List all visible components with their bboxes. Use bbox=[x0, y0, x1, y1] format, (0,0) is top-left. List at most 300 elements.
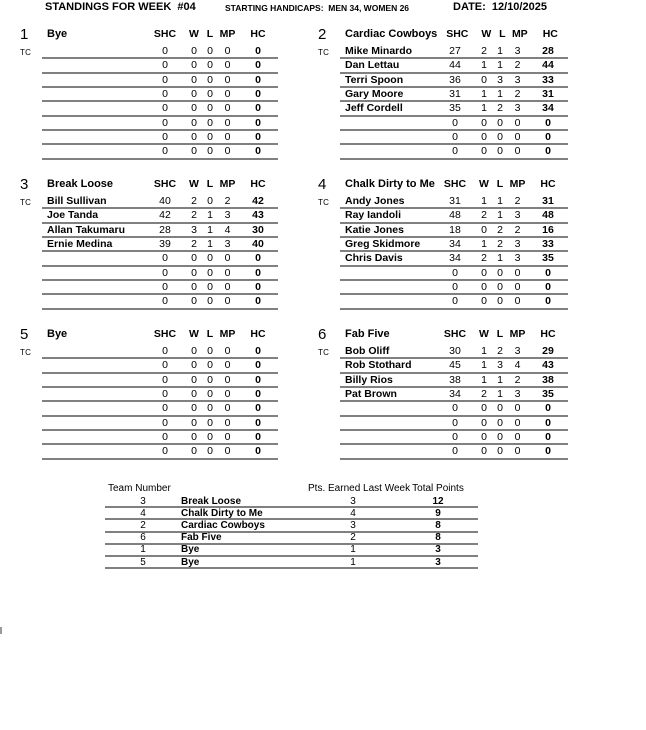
player-match-points: 0 bbox=[224, 445, 231, 458]
player-losses: 0 bbox=[207, 359, 213, 372]
col-header-mp: MP bbox=[219, 178, 236, 190]
player-wins: 0 bbox=[481, 145, 487, 158]
player-hc: 0 bbox=[255, 359, 261, 372]
player-losses: 0 bbox=[497, 266, 503, 279]
player-shc: 0 bbox=[452, 295, 458, 308]
col-header-hc: HC bbox=[542, 28, 558, 40]
summary-total-points: 3 bbox=[435, 544, 441, 556]
player-losses: 0 bbox=[207, 388, 213, 401]
col-header-l: L bbox=[496, 328, 504, 340]
player-match-points: 3 bbox=[514, 238, 521, 251]
player-hc: 29 bbox=[542, 345, 554, 358]
player-wins: 0 bbox=[191, 416, 197, 429]
player-row bbox=[340, 267, 568, 281]
team-table bbox=[340, 177, 568, 310]
player-shc: 34 bbox=[449, 238, 461, 251]
player-losses: 0 bbox=[497, 116, 503, 129]
player-row bbox=[42, 359, 278, 373]
player-shc: 0 bbox=[162, 295, 168, 308]
player-row bbox=[42, 59, 278, 73]
player-row bbox=[340, 402, 568, 416]
summary-header-row bbox=[105, 483, 478, 496]
player-losses: 0 bbox=[207, 402, 213, 415]
team-header-row bbox=[42, 27, 278, 45]
player-shc: 0 bbox=[162, 116, 168, 129]
player-match-points: 0 bbox=[224, 431, 231, 444]
player-row bbox=[42, 417, 278, 431]
player-hc: 0 bbox=[255, 116, 261, 129]
player-wins: 0 bbox=[191, 359, 197, 372]
player-losses: 1 bbox=[207, 209, 213, 222]
team-captain-label: TC bbox=[318, 48, 330, 57]
player-wins: 2 bbox=[191, 209, 197, 222]
player-wins: 1 bbox=[481, 195, 487, 208]
player-match-points: 2 bbox=[514, 88, 521, 101]
team-block bbox=[312, 327, 568, 460]
player-losses: 0 bbox=[497, 431, 503, 444]
player-hc: 0 bbox=[255, 59, 261, 72]
player-row bbox=[42, 374, 278, 388]
team-captain-label: TC bbox=[20, 198, 32, 207]
col-header-w: W bbox=[189, 178, 199, 190]
player-row bbox=[340, 238, 568, 252]
col-header-l: L bbox=[499, 28, 506, 40]
player-shc: 18 bbox=[449, 223, 461, 236]
player-match-points: 0 bbox=[224, 116, 231, 129]
col-header-mp: MP bbox=[509, 328, 526, 340]
player-row bbox=[340, 224, 568, 238]
player-row bbox=[340, 102, 568, 116]
player-wins: 0 bbox=[481, 445, 487, 458]
player-wins: 0 bbox=[481, 116, 487, 129]
player-wins: 2 bbox=[481, 209, 487, 222]
player-match-points: 0 bbox=[224, 145, 231, 158]
player-losses: 0 bbox=[497, 416, 503, 429]
team-table bbox=[340, 27, 568, 160]
summary-team-name: Cardiac Cowboys bbox=[181, 519, 265, 531]
player-name: Ray Iandoli bbox=[345, 209, 402, 222]
player-wins: 1 bbox=[481, 345, 487, 358]
team-captain-label: TC bbox=[318, 348, 330, 357]
summary-row bbox=[105, 545, 478, 557]
player-wins: 1 bbox=[481, 59, 487, 72]
summary-total-points: 12 bbox=[432, 495, 444, 507]
team-gutter bbox=[312, 327, 340, 460]
player-match-points: 0 bbox=[224, 345, 231, 358]
player-shc: 0 bbox=[162, 345, 168, 358]
player-shc: 0 bbox=[452, 145, 458, 158]
player-name: Joe Tanda bbox=[47, 209, 99, 222]
team-gutter bbox=[14, 27, 42, 160]
player-shc: 0 bbox=[162, 131, 168, 144]
player-row bbox=[42, 252, 278, 266]
summary-pts-last-week: 3 bbox=[350, 495, 356, 507]
player-hc: 0 bbox=[255, 266, 261, 279]
summary-pts-last-week: 1 bbox=[350, 556, 356, 568]
team-table bbox=[340, 327, 568, 460]
summary-team-name: Bye bbox=[181, 556, 200, 568]
col-header-mp: MP bbox=[219, 28, 236, 40]
player-wins: 0 bbox=[191, 73, 197, 86]
summary-pts-last-week: 2 bbox=[350, 532, 356, 544]
player-losses: 0 bbox=[497, 131, 503, 144]
player-row bbox=[42, 117, 278, 131]
player-wins: 0 bbox=[481, 131, 487, 144]
summary-team-name: Break Loose bbox=[181, 495, 242, 507]
player-shc: 40 bbox=[159, 195, 171, 208]
player-hc: 0 bbox=[255, 373, 261, 386]
player-losses: 3 bbox=[497, 73, 503, 86]
player-match-points: 0 bbox=[224, 266, 231, 279]
player-losses: 0 bbox=[207, 131, 213, 144]
player-losses: 2 bbox=[497, 345, 503, 358]
summary-team-number: 4 bbox=[140, 507, 146, 519]
team-block bbox=[312, 177, 568, 310]
player-hc: 0 bbox=[545, 116, 551, 129]
player-shc: 35 bbox=[449, 102, 461, 115]
team-name: Break Loose bbox=[47, 178, 114, 190]
player-wins: 0 bbox=[191, 431, 197, 444]
player-match-points: 0 bbox=[224, 88, 231, 101]
player-name: Dan Lettau bbox=[345, 59, 400, 72]
team-table bbox=[42, 177, 278, 310]
player-row bbox=[42, 267, 278, 281]
player-row bbox=[42, 295, 278, 309]
player-match-points: 0 bbox=[514, 145, 521, 158]
player-match-points: 3 bbox=[514, 345, 521, 358]
player-match-points: 0 bbox=[224, 416, 231, 429]
player-match-points: 3 bbox=[514, 45, 521, 58]
player-shc: 0 bbox=[452, 416, 458, 429]
player-shc: 0 bbox=[162, 431, 168, 444]
player-wins: 0 bbox=[191, 131, 197, 144]
col-header-mp: MP bbox=[509, 178, 526, 190]
team-name: Bye bbox=[47, 28, 68, 40]
player-row bbox=[340, 88, 568, 102]
player-shc: 39 bbox=[159, 238, 171, 251]
player-name: Chris Davis bbox=[345, 252, 403, 265]
team-header-row bbox=[340, 177, 568, 195]
player-row bbox=[340, 252, 568, 266]
player-losses: 1 bbox=[497, 388, 503, 401]
col-header-w: W bbox=[481, 28, 492, 40]
team-header-row bbox=[42, 327, 278, 345]
player-shc: 34 bbox=[449, 252, 461, 265]
player-losses: 0 bbox=[207, 88, 213, 101]
col-header-shc: SHC bbox=[153, 328, 177, 340]
col-header-w: W bbox=[189, 328, 199, 340]
player-name: Andy Jones bbox=[345, 195, 405, 208]
col-header-shc: SHC bbox=[443, 178, 467, 190]
player-match-points: 0 bbox=[514, 445, 521, 458]
player-match-points: 3 bbox=[514, 252, 521, 265]
player-hc: 0 bbox=[255, 45, 261, 58]
player-match-points: 3 bbox=[514, 388, 521, 401]
player-row bbox=[42, 345, 278, 359]
player-losses: 0 bbox=[497, 145, 503, 158]
player-hc: 0 bbox=[255, 281, 261, 294]
col-header-mp: MP bbox=[219, 328, 236, 340]
summary-pts-last-week: 1 bbox=[350, 544, 356, 556]
player-hc: 0 bbox=[255, 445, 261, 458]
player-row bbox=[340, 195, 568, 209]
player-row bbox=[340, 359, 568, 373]
player-shc: 0 bbox=[162, 402, 168, 415]
team-name: Fab Five bbox=[345, 328, 390, 340]
player-losses: 1 bbox=[207, 223, 213, 236]
team-name: Cardiac Cowboys bbox=[345, 28, 438, 40]
player-shc: 0 bbox=[162, 373, 168, 386]
player-name: Mike Minardo bbox=[345, 45, 413, 58]
player-row bbox=[42, 224, 278, 238]
player-row bbox=[42, 145, 278, 159]
player-row bbox=[42, 238, 278, 252]
player-shc: 0 bbox=[162, 266, 168, 279]
team-block bbox=[312, 27, 568, 160]
summary-header-pts-last-week: Pts. Earned Last Week bbox=[308, 483, 411, 494]
player-shc: 38 bbox=[449, 373, 461, 386]
player-match-points: 0 bbox=[514, 416, 521, 429]
summary-table bbox=[105, 483, 478, 569]
player-row bbox=[42, 102, 278, 116]
player-shc: 0 bbox=[452, 266, 458, 279]
summary-team-name: Bye bbox=[181, 544, 200, 556]
player-wins: 0 bbox=[191, 295, 197, 308]
player-match-points: 0 bbox=[514, 281, 521, 294]
summary-team-number: 3 bbox=[140, 495, 146, 507]
team-number: 4 bbox=[318, 176, 327, 193]
player-shc: 0 bbox=[162, 45, 168, 58]
player-match-points: 0 bbox=[514, 295, 521, 308]
player-name: Billy Rios bbox=[345, 373, 393, 386]
player-losses: 0 bbox=[207, 252, 213, 265]
summary-pts-last-week: 3 bbox=[350, 519, 356, 531]
player-shc: 0 bbox=[452, 281, 458, 294]
player-losses: 0 bbox=[207, 373, 213, 386]
player-shc: 0 bbox=[162, 252, 168, 265]
player-hc: 0 bbox=[545, 266, 551, 279]
team-number: 3 bbox=[20, 176, 29, 193]
player-hc: 31 bbox=[542, 195, 554, 208]
player-losses: 0 bbox=[207, 266, 213, 279]
player-match-points: 0 bbox=[224, 295, 231, 308]
team-number: 6 bbox=[318, 326, 327, 343]
player-losses: 1 bbox=[497, 373, 503, 386]
team-name: Chalk Dirty to Me bbox=[345, 178, 435, 190]
summary-row bbox=[105, 557, 478, 569]
summary-total-points: 3 bbox=[435, 556, 441, 568]
player-match-points: 0 bbox=[224, 73, 231, 86]
player-name: Bob Oliff bbox=[345, 345, 390, 358]
player-row bbox=[42, 281, 278, 295]
summary-row bbox=[105, 508, 478, 520]
team-gutter bbox=[14, 327, 42, 460]
player-wins: 1 bbox=[481, 238, 487, 251]
summary-pts-last-week: 4 bbox=[350, 507, 356, 519]
player-hc: 0 bbox=[255, 145, 261, 158]
player-match-points: 0 bbox=[224, 402, 231, 415]
player-match-points: 0 bbox=[224, 252, 231, 265]
col-header-shc: SHC bbox=[446, 28, 469, 40]
player-losses: 0 bbox=[207, 59, 213, 72]
player-match-points: 3 bbox=[514, 73, 521, 86]
player-losses: 1 bbox=[497, 45, 503, 58]
player-losses: 2 bbox=[497, 238, 503, 251]
player-row bbox=[340, 388, 568, 402]
player-row bbox=[340, 45, 568, 59]
summary-team-name: Fab Five bbox=[181, 532, 222, 544]
team-header-row bbox=[340, 327, 568, 345]
player-row bbox=[42, 88, 278, 102]
player-hc: 0 bbox=[545, 402, 551, 415]
player-wins: 2 bbox=[481, 252, 487, 265]
player-wins: 0 bbox=[191, 252, 197, 265]
player-hc: 0 bbox=[255, 252, 261, 265]
team-block bbox=[14, 177, 278, 310]
player-losses: 3 bbox=[497, 359, 503, 372]
player-wins: 2 bbox=[191, 195, 197, 208]
summary-row bbox=[105, 520, 478, 532]
player-hc: 0 bbox=[545, 431, 551, 444]
player-hc: 40 bbox=[252, 238, 264, 251]
player-name: Bill Sullivan bbox=[47, 195, 107, 208]
summary-row bbox=[105, 496, 478, 508]
player-wins: 0 bbox=[191, 266, 197, 279]
player-shc: 31 bbox=[449, 88, 461, 101]
col-header-hc: HC bbox=[540, 178, 556, 190]
player-hc: 0 bbox=[545, 281, 551, 294]
summary-team-number: 2 bbox=[140, 519, 146, 531]
col-header-hc: HC bbox=[540, 328, 556, 340]
summary-team-number: 1 bbox=[140, 544, 146, 556]
player-wins: 0 bbox=[481, 281, 487, 294]
page-title: STANDINGS FOR WEEK #04 bbox=[45, 1, 196, 13]
summary-header-total-points: Total Points bbox=[412, 483, 464, 494]
col-header-hc: HC bbox=[250, 28, 266, 40]
player-hc: 35 bbox=[542, 388, 554, 401]
player-row bbox=[340, 209, 568, 223]
player-hc: 0 bbox=[255, 402, 261, 415]
player-losses: 0 bbox=[207, 345, 213, 358]
player-losses: 2 bbox=[497, 102, 503, 115]
team-header-row bbox=[42, 177, 278, 195]
player-losses: 0 bbox=[207, 295, 213, 308]
player-wins: 0 bbox=[191, 281, 197, 294]
col-header-shc: SHC bbox=[443, 328, 467, 340]
player-shc: 0 bbox=[452, 445, 458, 458]
player-hc: 0 bbox=[545, 131, 551, 144]
summary-rows bbox=[105, 496, 478, 569]
player-wins: 0 bbox=[191, 445, 197, 458]
player-row bbox=[340, 145, 568, 159]
team-captain-label: TC bbox=[318, 198, 330, 207]
player-wins: 0 bbox=[191, 388, 197, 401]
player-name: Gary Moore bbox=[345, 88, 404, 101]
player-hc: 0 bbox=[545, 145, 551, 158]
player-match-points: 0 bbox=[514, 131, 521, 144]
player-match-points: 0 bbox=[514, 266, 521, 279]
player-shc: 36 bbox=[449, 73, 461, 86]
player-match-points: 3 bbox=[514, 209, 521, 222]
player-wins: 0 bbox=[481, 266, 487, 279]
player-hc: 33 bbox=[542, 73, 554, 86]
player-row bbox=[42, 209, 278, 223]
player-hc: 28 bbox=[542, 45, 554, 58]
team-number: 2 bbox=[318, 26, 327, 43]
player-losses: 0 bbox=[497, 445, 503, 458]
player-shc: 48 bbox=[449, 209, 461, 222]
player-name: Pat Brown bbox=[345, 388, 397, 401]
player-name: Allan Takumaru bbox=[47, 223, 125, 236]
player-losses: 0 bbox=[207, 281, 213, 294]
player-match-points: 2 bbox=[224, 195, 231, 208]
player-losses: 0 bbox=[497, 281, 503, 294]
player-losses: 0 bbox=[207, 416, 213, 429]
team-captain-label: TC bbox=[20, 348, 32, 357]
player-wins: 1 bbox=[481, 359, 487, 372]
player-hc: 16 bbox=[542, 223, 554, 236]
player-row bbox=[340, 131, 568, 145]
player-hc: 0 bbox=[255, 295, 261, 308]
player-shc: 42 bbox=[159, 209, 171, 222]
player-row bbox=[42, 195, 278, 209]
player-name: Greg Skidmore bbox=[345, 238, 421, 251]
player-row bbox=[340, 374, 568, 388]
col-header-mp: MP bbox=[511, 28, 528, 40]
player-row bbox=[340, 59, 568, 73]
player-wins: 0 bbox=[191, 116, 197, 129]
col-header-hc: HC bbox=[250, 328, 266, 340]
team-block bbox=[14, 327, 278, 460]
player-wins: 0 bbox=[191, 402, 197, 415]
player-row bbox=[340, 445, 568, 459]
player-row bbox=[340, 431, 568, 445]
summary-total-points: 8 bbox=[435, 532, 441, 544]
player-wins: 0 bbox=[481, 431, 487, 444]
player-hc: 30 bbox=[252, 223, 264, 236]
player-shc: 28 bbox=[159, 223, 171, 236]
player-row bbox=[340, 74, 568, 88]
player-hc: 34 bbox=[542, 102, 554, 115]
player-name: Ernie Medina bbox=[47, 238, 113, 251]
player-shc: 0 bbox=[162, 388, 168, 401]
player-shc: 0 bbox=[162, 73, 168, 86]
player-shc: 0 bbox=[162, 59, 168, 72]
player-losses: 0 bbox=[207, 195, 213, 208]
col-header-l: L bbox=[496, 178, 504, 190]
player-shc: 30 bbox=[449, 345, 461, 358]
player-losses: 1 bbox=[497, 59, 503, 72]
player-wins: 0 bbox=[191, 59, 197, 72]
player-losses: 1 bbox=[497, 252, 503, 265]
col-header-w: W bbox=[479, 328, 489, 340]
player-name: Terri Spoon bbox=[345, 73, 404, 86]
team-gutter bbox=[312, 27, 340, 160]
player-name: Jeff Cordell bbox=[345, 102, 403, 115]
page-edge-artifact bbox=[0, 627, 2, 634]
player-match-points: 0 bbox=[514, 402, 521, 415]
player-row bbox=[340, 295, 568, 309]
player-shc: 45 bbox=[449, 359, 461, 372]
team-captain-label: TC bbox=[20, 48, 32, 57]
player-match-points: 2 bbox=[514, 59, 521, 72]
player-losses: 0 bbox=[497, 295, 503, 308]
player-shc: 44 bbox=[449, 59, 461, 72]
team-gutter bbox=[312, 177, 340, 310]
player-match-points: 0 bbox=[224, 131, 231, 144]
summary-row bbox=[105, 533, 478, 545]
player-hc: 0 bbox=[255, 73, 261, 86]
